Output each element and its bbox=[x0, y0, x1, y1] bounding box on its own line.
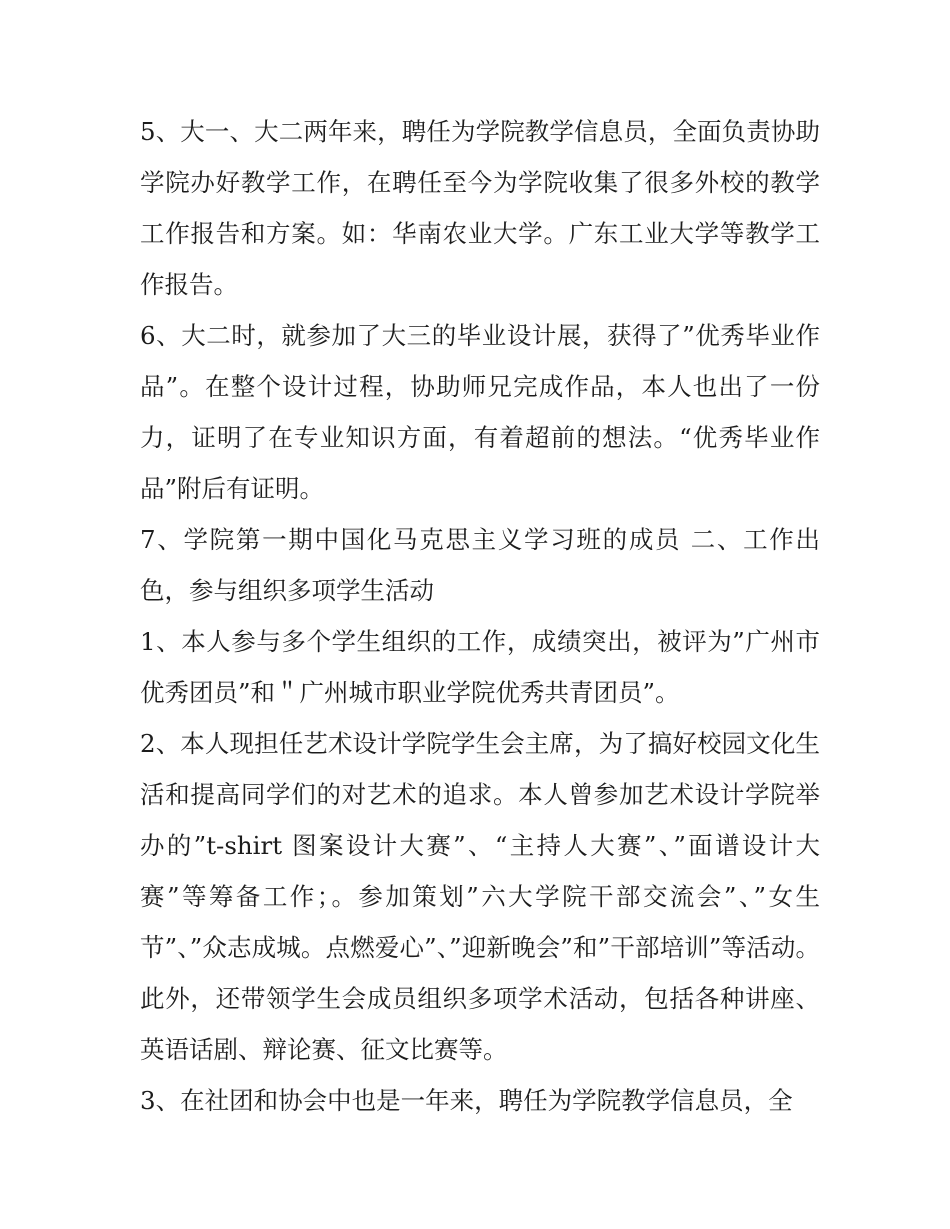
document-body bbox=[140, 106, 820, 1126]
paragraph-3-clubs-associations: 3、在社团和协会中也是一年来，聘任为学院教学信息员，全 bbox=[140, 1086, 793, 1115]
paragraph-7-study-class: 7、学院第一期中国化马克思主义学习班的成员 二、工作出色，参与组织多项学生活动 bbox=[140, 525, 820, 605]
paragraph-5-teaching-informant: 5、大一、大二两年来，聘任为学院教学信息员，全面负责协助学院办好教学工作，在聘任至今为学院收集了很多外校的教学工作报告和方案。如：华南农业大学。广东工业大学等教学工作报告。 bbox=[140, 117, 820, 299]
paragraph-1-student-organizations: 1、本人参与多个学生组织的工作，成绩突出，被评为”广州市优秀团员”和＂广州城市职业学院优秀共青团员”。 bbox=[140, 627, 820, 707]
paragraph-6-graduation-design: 6、大二时，就参加了大三的毕业设计展，获得了”优秀毕业作品”。在整个设计过程，协助师兄完成作品，本人也出了一份力，证明了在专业知识方面，有着超前的想法。“优秀毕业作品”附后有证明。 bbox=[140, 321, 820, 503]
paragraph-2-student-union-chair: 2、本人现担任艺术设计学院学生会主席，为了搞好校园文化生活和提高同学们的对艺术的追求。本人曾参加艺术设计学院举办的”t-shirt 图案设计大赛”、“主持人大赛”、”面谱设计大赛”等筹备工作；。参加策划”六大学院干部交流会”、”女生节”、”众志成城。点燃爱心”、”迎新晚会”和”干部培训”等活动。此外，还带领学生会成员组织多项学术活动，包括各种讲座、英语话剧、辩论赛、征文比赛等。 bbox=[140, 729, 820, 1064]
